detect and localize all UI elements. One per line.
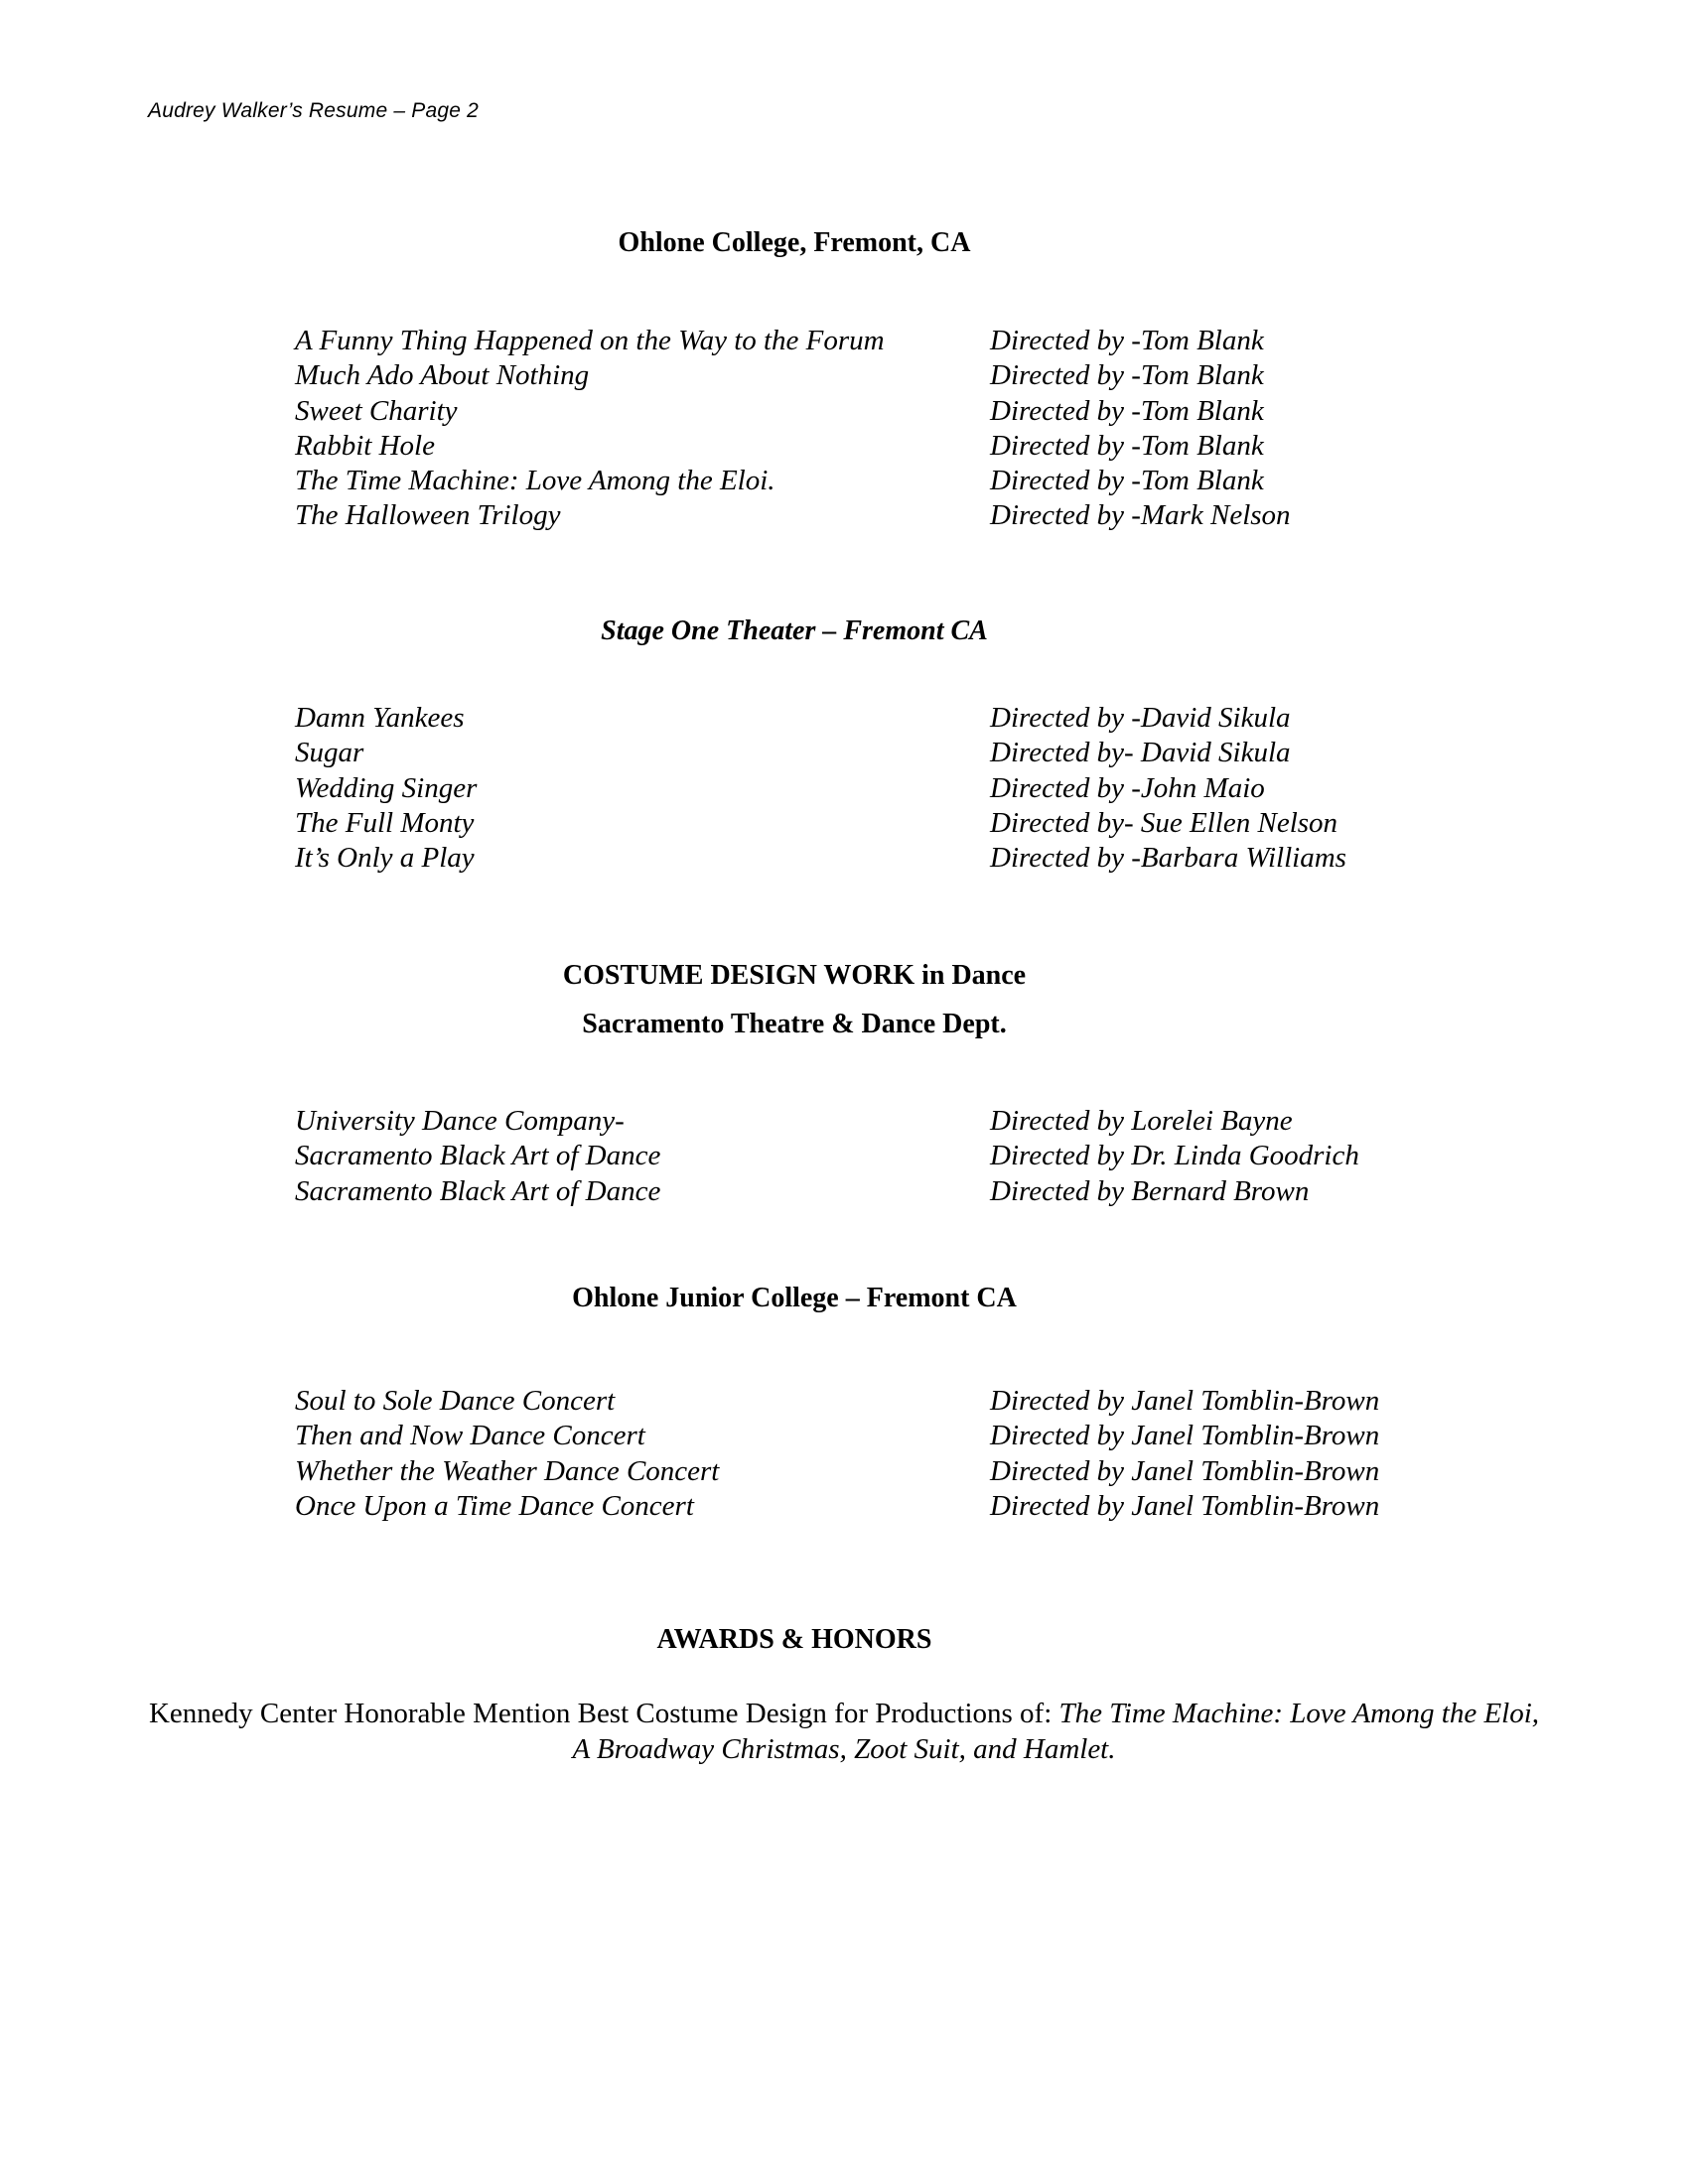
production-title: Sacramento Black Art of Dance — [295, 1140, 661, 1172]
director-credit: Directed by -David Sikula — [990, 702, 1291, 734]
production-title: Then and Now Dance Concert — [295, 1420, 645, 1452]
section-subheading-sacramento: Sacramento Theatre & Dance Dept. — [582, 1009, 1007, 1039]
list-item — [295, 701, 1536, 736]
list-item — [295, 394, 1536, 429]
production-title: Once Upon a Time Dance Concert — [295, 1489, 694, 1522]
production-title: The Full Monty — [295, 806, 475, 839]
list-item — [295, 1174, 1536, 1209]
list-item — [295, 358, 1536, 393]
director-credit: Directed by Janel Tomblin-Brown — [990, 1454, 1380, 1487]
awards-line-1-italic: The Time Machine: Love Among the Eloi, — [1058, 1698, 1540, 1729]
list-item — [295, 1139, 1536, 1173]
section-heading-ohlone-college: Ohlone College, Fremont, CA — [618, 227, 971, 258]
list-item — [295, 1454, 1536, 1489]
director-credit: Directed by- David Sikula — [990, 737, 1291, 769]
awards-line-1-prefix: Kennedy Center Honorable Mention Best Costume Design for Productions of: — [148, 1698, 1059, 1729]
director-credit: Directed by Janel Tomblin-Brown — [990, 1420, 1380, 1452]
page-header: Audrey Walker’s Resume – Page 2 — [148, 99, 480, 122]
production-title: The Time Machine: Love Among the Eloi. — [295, 465, 775, 497]
director-credit: Directed by Janel Tomblin-Brown — [990, 1489, 1380, 1522]
list-item — [295, 841, 1536, 876]
production-title: Damn Yankees — [295, 702, 465, 734]
ohlone-college-list — [295, 324, 1536, 534]
production-title: The Halloween Trilogy — [295, 499, 561, 532]
director-credit: Directed by Dr. Linda Goodrich — [990, 1140, 1359, 1172]
production-title: Rabbit Hole — [295, 429, 435, 462]
awards-line-1 — [0, 1696, 1688, 1731]
director-credit: Directed by Lorelei Bayne — [990, 1105, 1293, 1137]
list-item — [295, 464, 1536, 498]
section-heading-stage-one: Stage One Theater – Fremont CA — [601, 615, 988, 646]
director-credit: Directed by -Tom Blank — [990, 359, 1264, 392]
dance-list — [295, 1104, 1536, 1209]
director-credit: Directed by -Mark Nelson — [990, 499, 1291, 532]
director-credit: Directed by -John Maio — [990, 771, 1265, 804]
awards-line-2: A Broadway Christmas, Zoot Suit, and Hamlet. — [572, 1733, 1116, 1765]
list-item — [295, 1419, 1536, 1453]
production-title: Much Ado About Nothing — [295, 359, 590, 392]
director-credit: Directed by Janel Tomblin-Brown — [990, 1385, 1380, 1417]
list-item — [295, 1104, 1536, 1139]
list-item — [295, 429, 1536, 464]
director-credit: Directed by -Tom Blank — [990, 325, 1264, 356]
list-item — [295, 1384, 1536, 1419]
list-item — [295, 498, 1536, 533]
section-heading-costume-design-dance: COSTUME DESIGN WORK in Dance — [562, 960, 1027, 991]
list-item — [295, 1489, 1536, 1524]
production-title: Sacramento Black Art of Dance — [295, 1174, 661, 1207]
production-title: Sugar — [295, 737, 364, 769]
stage-one-list — [295, 701, 1536, 876]
section-heading-awards: AWARDS & HONORS — [656, 1624, 932, 1655]
production-title: Wedding Singer — [295, 771, 478, 804]
director-credit: Directed by -Tom Blank — [990, 394, 1264, 427]
list-item — [295, 324, 1536, 358]
awards-text — [0, 1696, 1688, 1767]
production-title: Whether the Weather Dance Concert — [295, 1454, 720, 1487]
section-heading-ohlone-junior: Ohlone Junior College – Fremont CA — [572, 1283, 1017, 1313]
director-credit: Directed by Bernard Brown — [990, 1174, 1310, 1207]
production-title: University Dance Company- — [295, 1105, 625, 1137]
production-title: Sweet Charity — [295, 394, 458, 427]
list-item — [295, 771, 1536, 806]
director-credit: Directed by- Sue Ellen Nelson — [990, 806, 1338, 839]
list-item — [295, 736, 1536, 770]
production-title: Soul to Sole Dance Concert — [295, 1385, 616, 1417]
production-title: It’s Only a Play — [295, 842, 475, 875]
ohlone-junior-list — [295, 1384, 1536, 1524]
director-credit: Directed by -Tom Blank — [990, 429, 1264, 462]
director-credit: Directed by -Tom Blank — [990, 465, 1264, 497]
director-credit: Directed by -Barbara Williams — [990, 842, 1346, 875]
list-item — [295, 806, 1536, 841]
production-title: A Funny Thing Happened on the Way to the Forum — [295, 325, 885, 356]
